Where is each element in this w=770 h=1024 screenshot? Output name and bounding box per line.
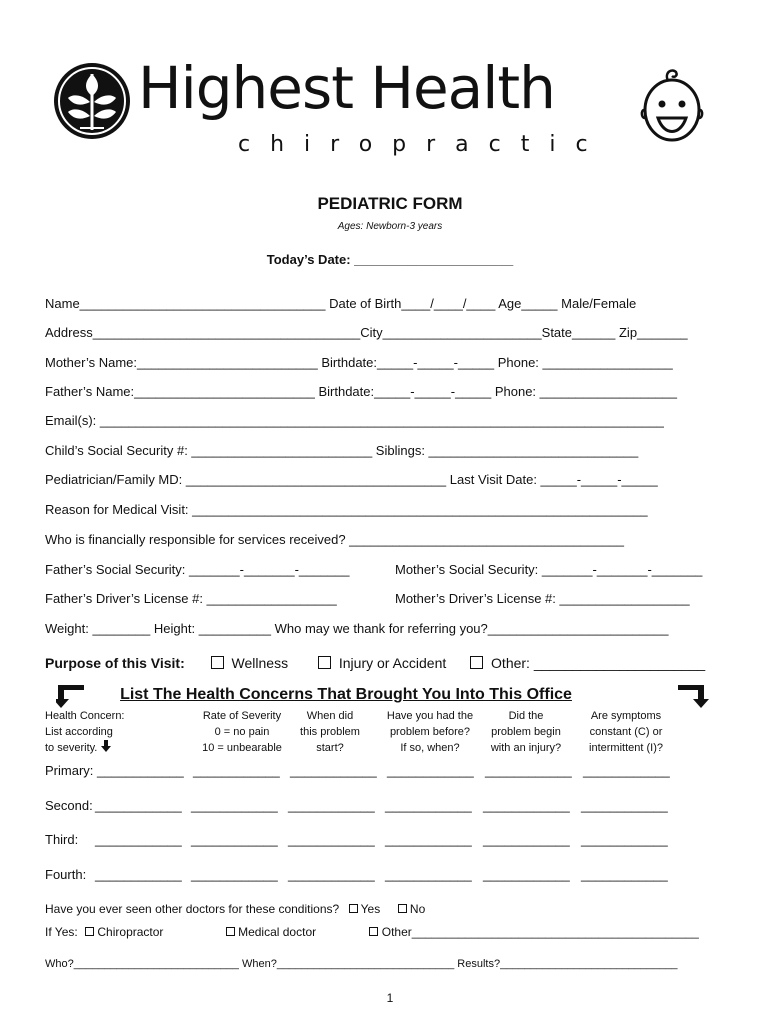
other-doctor-field[interactable]: Other___________________________________________ xyxy=(381,925,699,939)
other-doctor-checkbox[interactable] xyxy=(369,927,378,936)
father-license-field[interactable]: Father’s Driver’s License #: __________________ xyxy=(45,591,337,606)
header-health-concern: Health Concern: List according to severity. xyxy=(45,710,125,754)
medical-doctor-checkbox[interactable] xyxy=(226,927,235,936)
header-severity: Rate of Severity 0 = no pain 10 = unbearable xyxy=(202,710,282,754)
weight-height-referral-field[interactable]: Weight: ________ Height: __________ Who may we thank for referring you?_________________________ xyxy=(45,621,669,636)
chiropractor-label: Chiropractor xyxy=(97,925,164,939)
name-dob-field[interactable]: Name__________________________________ Date of Birth____/____/____ Age_____ Male/Female xyxy=(45,296,637,311)
wellness-checkbox[interactable] xyxy=(211,656,224,669)
address-field[interactable]: Address_____________________________________City______________________State______ Zip_______ xyxy=(45,325,688,340)
other-checkbox[interactable] xyxy=(470,656,483,669)
header-constant: Are symptoms constant (C) or intermittent (I)? xyxy=(589,710,663,754)
father-ssn-field[interactable]: Father’s Social Security: _______-_______-_______ xyxy=(45,562,350,577)
form-subtitle: Ages: Newborn-3 years xyxy=(337,221,443,232)
header-had-before: Have you had the problem before? If so, when? xyxy=(386,710,474,754)
form-title: PEDIATRIC FORM xyxy=(317,194,463,213)
medical-doctor-label: Medical doctor xyxy=(238,925,317,939)
logo-title: Highest Health xyxy=(138,54,555,122)
page-number: 1 xyxy=(386,991,394,1005)
logo-subtitle: chiropractic xyxy=(238,132,608,157)
yes-label: Yes xyxy=(360,902,381,916)
header-when-start: When did this problem start? xyxy=(300,710,360,754)
concern-row-third[interactable]: Third: ____________ ____________ ____________ ____________ ____________ ____________ xyxy=(45,832,668,847)
mother-license-field[interactable]: Mother’s Driver’s License #: __________________ xyxy=(395,591,690,606)
email-field[interactable]: Email(s): ______________________________________________________________________________ xyxy=(45,413,664,428)
concerns-title: List The Health Concerns That Brought You Into This Office xyxy=(120,686,572,703)
child-ssn-siblings-field[interactable]: Child’s Social Security #: _________________________ Siblings: _____________________________ xyxy=(45,443,639,458)
purpose-row xyxy=(45,655,705,671)
purpose-label: Purpose of this Visit: xyxy=(45,655,185,671)
other-doctors-question: Have you ever seen other doctors for these conditions? xyxy=(45,902,340,916)
chiropractor-checkbox[interactable] xyxy=(85,927,94,936)
other-label[interactable]: Other: ______________________ xyxy=(491,655,706,671)
pediatrician-field[interactable]: Pediatrician/Family MD: ____________________________________ Last Visit Date: _____-_____-_____ xyxy=(45,472,658,487)
other-doctors-row xyxy=(45,902,425,916)
leaf-emblem-icon xyxy=(52,60,132,142)
mother-ssn-field[interactable]: Mother’s Social Security: _______-_______-_______ xyxy=(395,562,703,577)
yes-checkbox[interactable] xyxy=(349,904,358,913)
concern-row-second[interactable]: Second: ____________ ____________ ____________ ____________ ____________ ____________ xyxy=(45,798,668,813)
concern-row-primary[interactable]: Primary: ____________ ____________ ____________ ____________ ____________ ____________ xyxy=(45,763,670,778)
no-checkbox[interactable] xyxy=(398,904,407,913)
mother-name-field[interactable]: Mother’s Name:_________________________ Birthdate:_____-_____-_____ Phone: __________________ xyxy=(45,355,673,370)
father-name-field[interactable]: Father’s Name:_________________________ Birthdate:_____-_____-_____ Phone: ___________________ xyxy=(45,384,678,399)
wellness-label: Wellness xyxy=(231,655,289,671)
who-when-results-field[interactable]: Who?___________________________ When?_____________________________ Results?_____________________________ xyxy=(45,958,678,970)
injury-checkbox[interactable] xyxy=(318,656,331,669)
logo xyxy=(52,54,612,160)
injury-label: Injury or Accident xyxy=(338,655,447,671)
if-yes-label: If Yes: xyxy=(45,925,78,939)
header-injury: Did the problem begin with an injury? xyxy=(490,710,562,754)
arrow-down-icon xyxy=(100,740,112,752)
no-label: No xyxy=(409,902,426,916)
financial-responsible-field[interactable]: Who is financially responsible for services received? ______________________________________ xyxy=(45,532,624,547)
if-yes-row xyxy=(45,925,699,939)
todays-date-field[interactable]: Today’s Date: ______________________ xyxy=(266,252,514,267)
baby-face-icon xyxy=(640,64,704,146)
concern-row-fourth[interactable]: Fourth: ____________ ____________ ____________ ____________ ____________ ____________ xyxy=(45,867,668,882)
reason-visit-field[interactable]: Reason for Medical Visit: _______________________________________________________________ xyxy=(45,502,648,517)
